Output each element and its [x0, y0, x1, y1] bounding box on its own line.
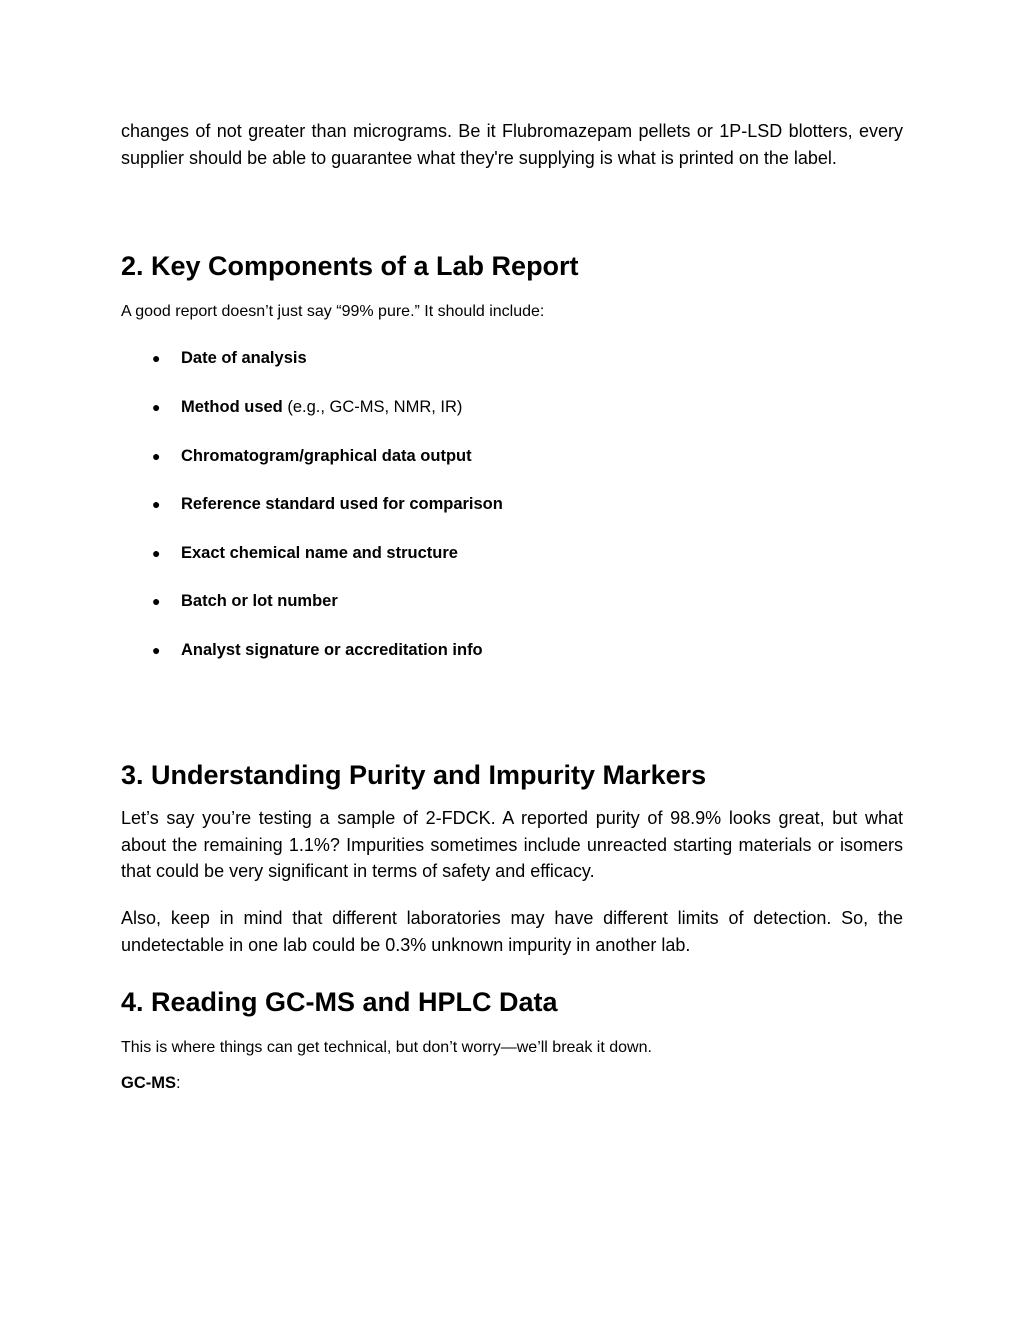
list-item	[121, 493, 903, 515]
section-2-heading: 2. Key Components of a Lab Report	[121, 251, 579, 282]
list-item	[121, 396, 903, 418]
section-3-heading: 3. Understanding Purity and Impurity Markers	[121, 759, 707, 790]
bullet-icon: ●	[152, 399, 161, 415]
list-item-bold: Chromatogram/graphical data output	[181, 446, 472, 465]
bullet-icon: ●	[152, 447, 161, 464]
list-item	[121, 445, 903, 467]
document-page	[121, 118, 903, 1094]
list-item	[121, 347, 903, 369]
section-4-lead: This is where things can get technical, but don’t worry—we’ll break it down.	[121, 1039, 652, 1057]
list-item-rest: (e.g., GC-MS, NMR, IR)	[282, 398, 463, 416]
gc-ms-label-colon: :	[176, 1074, 181, 1093]
bullet-icon: ●	[152, 641, 161, 658]
list-item-bold: Exact chemical name and structure	[181, 543, 458, 562]
section-2-lead: A good report doesn’t just say “99% pure.” It should include:	[121, 303, 545, 321]
intro-paragraph: changes of not greater than micrograms. Be it Flubromazepam pellets or 1P-LSD blotters, every supplier should be able to guarantee what they're supplying is what is printed on the label.	[121, 121, 903, 168]
gc-ms-label-bold: GC-MS	[121, 1074, 176, 1093]
bullet-icon: ●	[152, 593, 161, 610]
list-item-bold: Batch or lot number	[181, 592, 338, 611]
list-item	[121, 542, 903, 564]
list-item-bold: Method used	[181, 398, 283, 416]
section-4-heading: 4. Reading GC-MS and HPLC Data	[121, 987, 558, 1018]
bullet-icon: ●	[152, 350, 161, 367]
gc-ms-label	[121, 1072, 903, 1094]
list-item-bold: Date of analysis	[181, 349, 307, 368]
components-list	[121, 347, 903, 661]
section-3-paragraph-2: Also, keep in mind that different laboratories may have different limits of detection. So, the undetectable in one lab could be 0.3% unknown impurity in another lab.	[121, 908, 903, 955]
bullet-icon: ●	[152, 496, 161, 513]
list-item-bold: Reference standard used for comparison	[181, 495, 503, 514]
section-3-paragraph-1: Let’s say you’re testing a sample of 2-FDCK. A reported purity of 98.9% looks great, but what about the remaining 1.1%? Impurities sometimes include unreacted starting materials or isomers that could be very significant in terms of safety and efficacy.	[121, 807, 903, 882]
bullet-icon: ●	[152, 544, 161, 561]
list-item-bold: Analyst signature or accreditation info	[181, 640, 483, 659]
list-item	[121, 639, 903, 661]
list-item	[121, 590, 903, 612]
